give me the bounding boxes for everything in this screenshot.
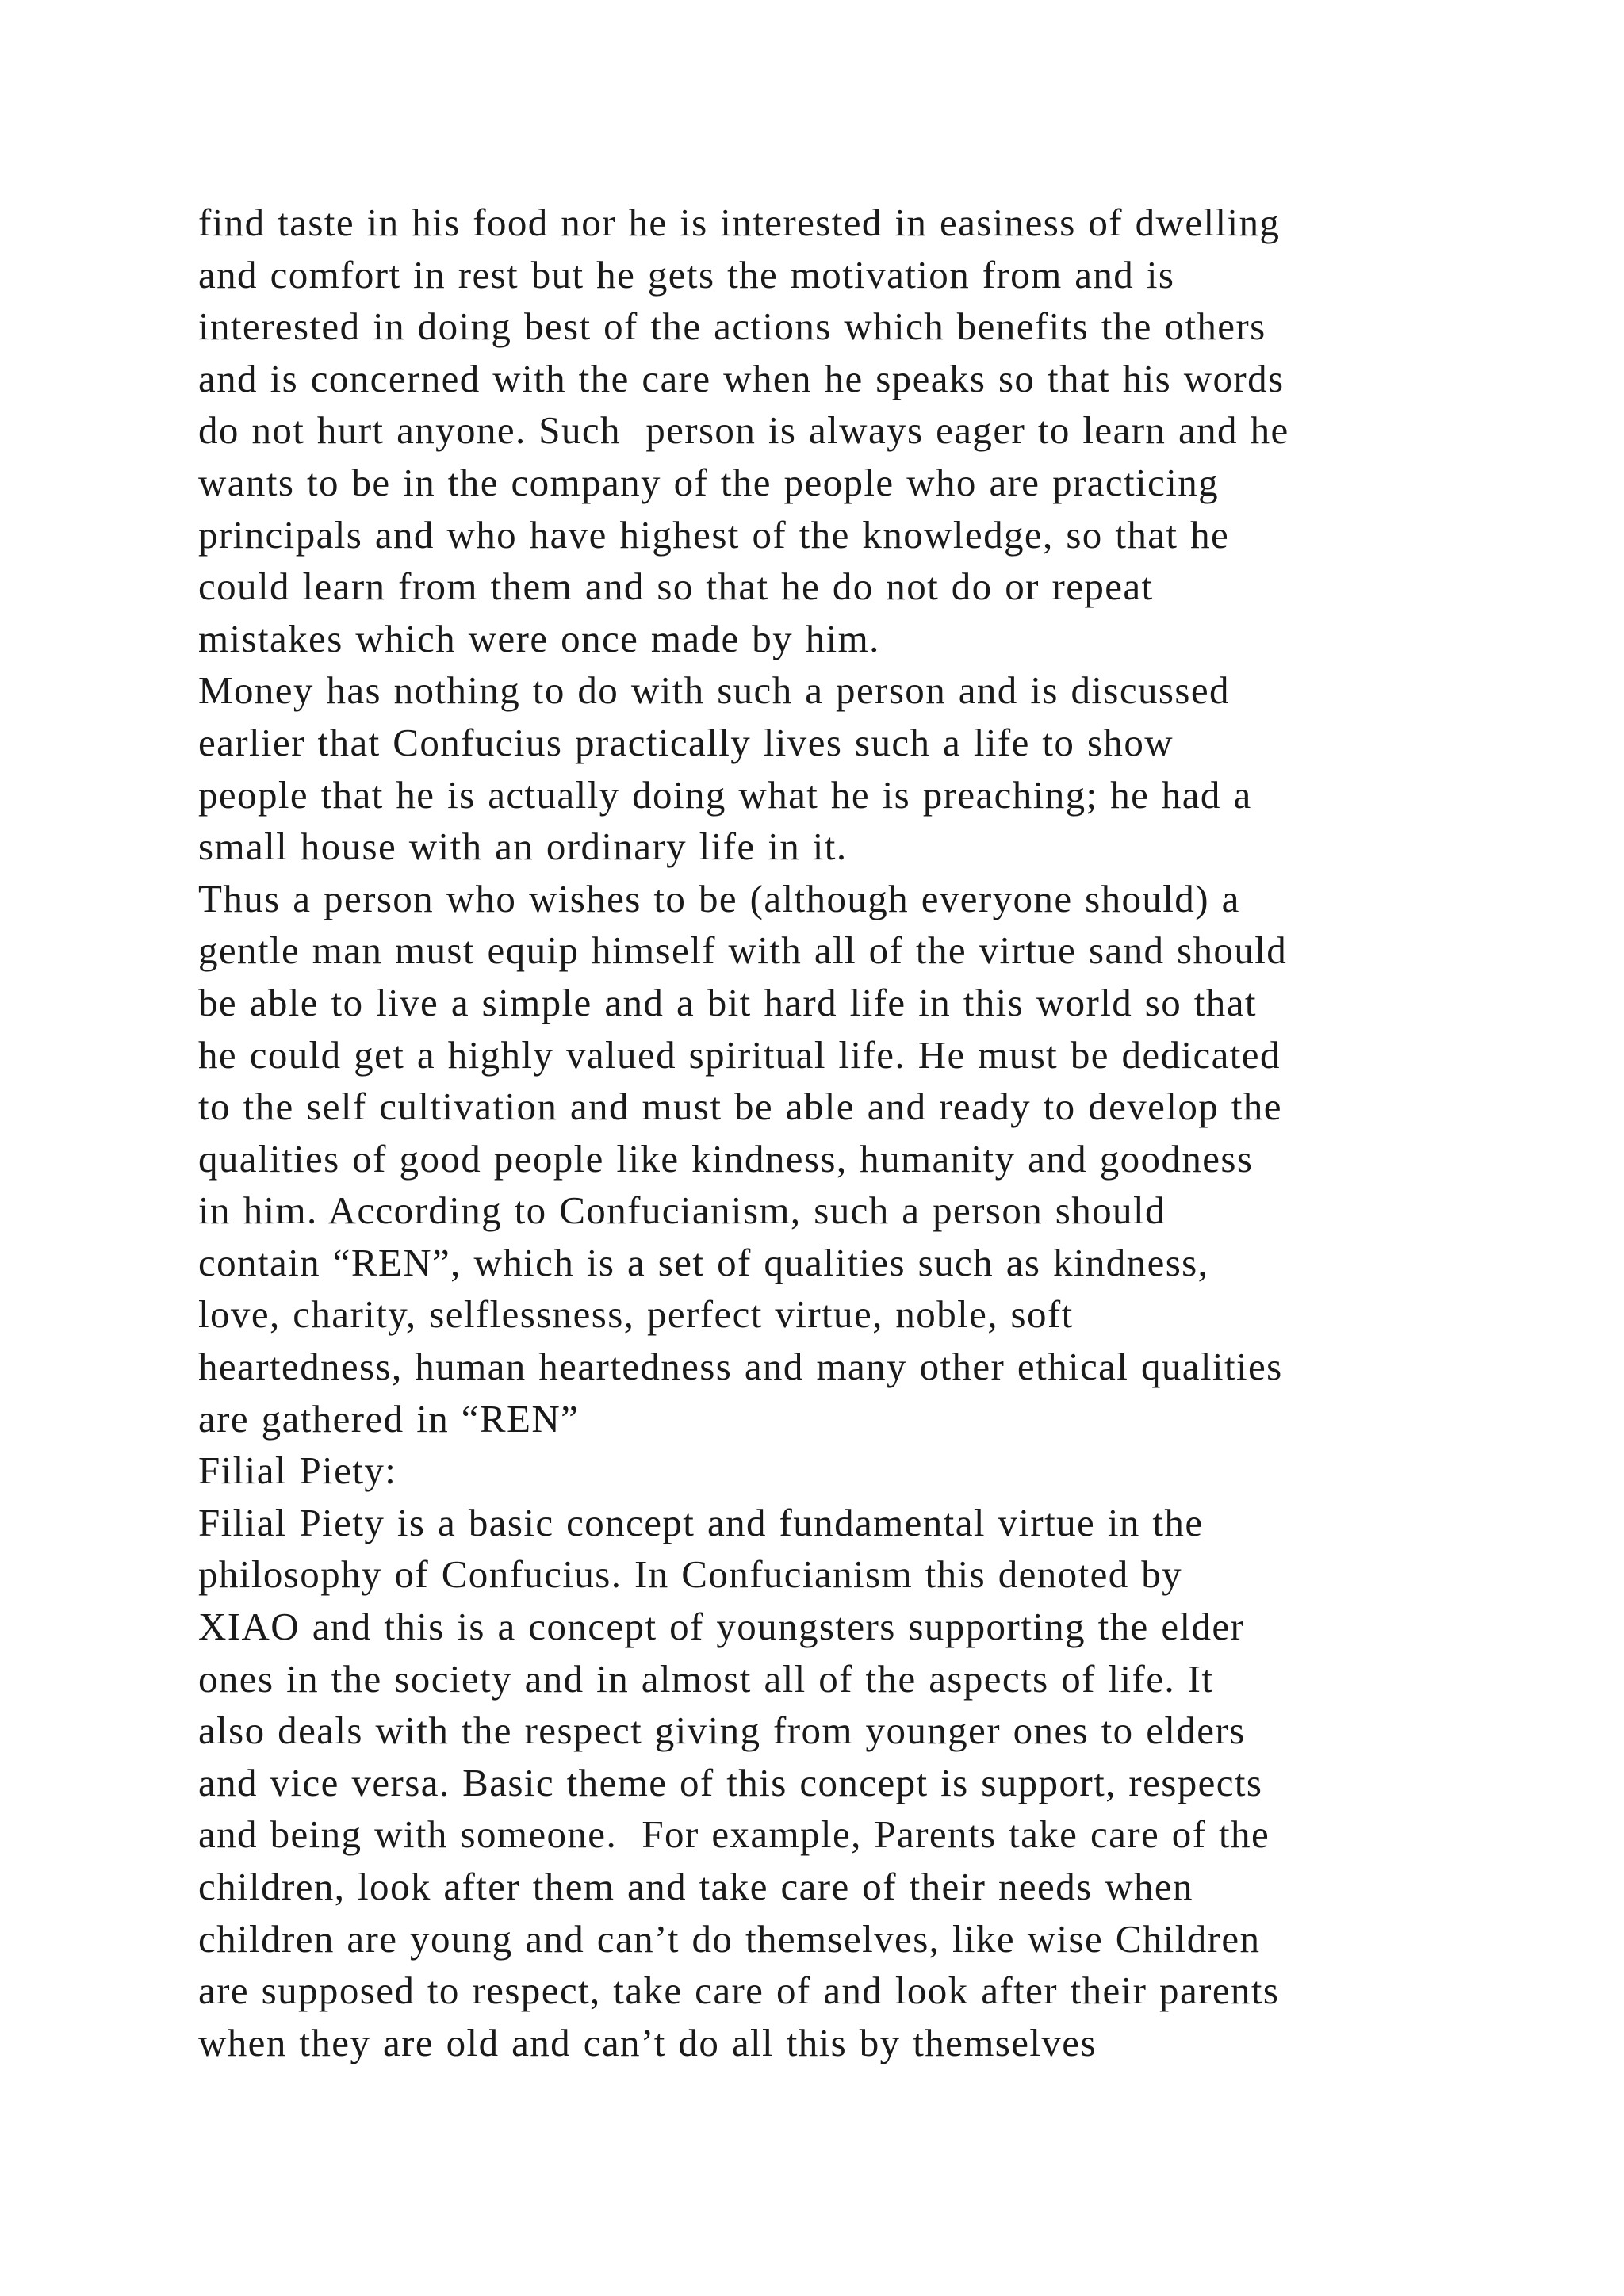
text-line: children are young and can’t do themselves, like wise Children <box>198 1916 1261 1961</box>
text-line: when they are old and can’t do all this by themselves <box>198 2020 1097 2064</box>
text-line: in him. According to Confucianism, such a person should <box>198 1188 1166 1233</box>
text-line: he could get a highly valued spiritual life. He must be dedicated <box>198 1032 1281 1077</box>
text-line: philosophy of Confucius. In Confucianism this denoted by <box>198 1552 1183 1597</box>
text-line: ones in the society and in almost all of the aspects of life. It <box>198 1656 1214 1701</box>
text-line: children, look after them and take care of their needs when <box>198 1865 1193 1908</box>
text-line: heartedness, human heartedness and many other ethical qualities <box>198 1345 1283 1389</box>
text-line: interested in doing best of the actions which benefits the others <box>198 304 1266 349</box>
text-line: qualities of good people like kindness, humanity and goodness <box>198 1136 1254 1181</box>
text-line: XIAO and this is a concept of youngsters supporting the elder <box>198 1605 1245 1649</box>
document-body <box>198 197 1499 2068</box>
text-line: earlier that Confucius practically lives such a life to show <box>198 720 1174 764</box>
text-line: and being with someone. For example, Parents take care of the <box>198 1812 1270 1857</box>
text-line: to the self cultivation and must be able and ready to develop the <box>198 1085 1282 1129</box>
text-line: and is concerned with the care when he speaks so that his words <box>198 356 1285 400</box>
text-line: and vice versa. Basic theme of this concept is support, respects <box>198 1760 1263 1804</box>
text-line: Filial Piety is a basic concept and fundamental virtue in the <box>198 1500 1204 1544</box>
text-line: find taste in his food nor he is interested in easiness of dwelling <box>198 201 1281 244</box>
text-line: gentle man must equip himself with all of the virtue sand should <box>198 928 1288 973</box>
text-line: love, charity, selflessness, perfect virtue, noble, soft <box>198 1292 1074 1337</box>
text-line: principals and who have highest of the knowledge, so that he <box>198 512 1230 557</box>
text-line: are gathered in “REN” <box>198 1396 580 1441</box>
text-line: people that he is actually doing what he is preaching; he had a <box>198 772 1252 817</box>
text-line: small house with an ordinary life in it. <box>198 825 848 869</box>
text-line: wants to be in the company of the people who are practicing <box>198 460 1220 504</box>
text-line: Money has nothing to do with such a person and is discussed <box>198 668 1230 713</box>
text-line: are supposed to respect, take care of and look after their parents <box>198 1969 1280 2013</box>
text-line: and comfort in rest but he gets the motivation from and is <box>198 252 1175 297</box>
text-line: be able to live a simple and a bit hard life in this world so that <box>198 980 1257 1024</box>
text-line: do not hurt anyone. Such person is always eager to learn and he <box>198 408 1289 453</box>
section-heading: Filial Piety: <box>198 1448 397 1493</box>
text-line: contain “REN”, which is a set of qualities such as kindness, <box>198 1240 1209 1284</box>
text-line: mistakes which were once made by him. <box>198 616 880 660</box>
text-line: could learn from them and so that he do not do or repeat <box>198 564 1154 609</box>
text-line: also deals with the respect giving from younger ones to elders <box>198 1709 1246 1753</box>
text-line: Thus a person who wishes to be (although everyone should) a <box>198 876 1240 920</box>
